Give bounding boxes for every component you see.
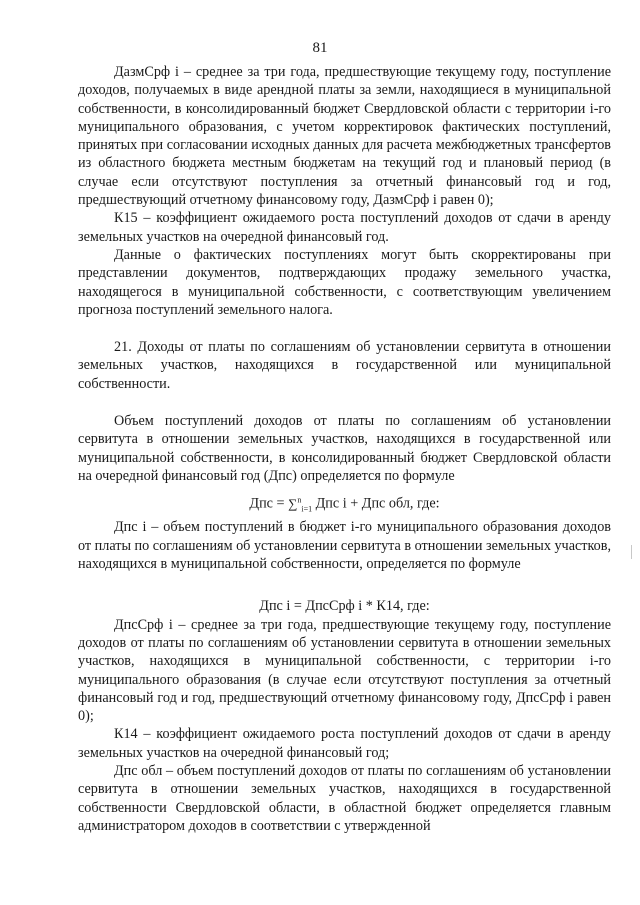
paragraph-dps-obl-definition: Дпс обл – объем поступлений доходов от платы по соглашениям об установлении сервитута в отношении земельных участков, находящихся в государственной собственности Свердловской области, в областной бюджет определяется главным администратором доходов в соответствии с утвержденной [78, 763, 611, 834]
sum-upper-limit: n [297, 495, 302, 505]
section-heading-21: 21. Доходы от платы по соглашениям об установлении сервитута в отношении земельных участков, находящихся в государственной или муниципальной собственности. [78, 339, 611, 392]
paragraph-actual-receipts-note: Данные о фактических поступлениях могут быть скорректированы при представлении документов, подтверждающих продажу земельного участка, находящегося в муниципальной собственности, с соответствующим увеличением прогноза поступлений земельного налога. [78, 246, 611, 318]
summation-symbol: ∑$^n_{i=1}$ [288, 495, 313, 514]
paragraph-k14-definition: К14 – коэффициент ожидаемого роста поступлений доходов от сдачи в аренду земельных участков на очередной финансовый год; [78, 726, 611, 761]
paragraph-dpssrf-definition: ДпсСрф i – среднее за три года, предшествующие текущему году, поступление доходов от платы по соглашениям об установлении сервитута в отношении земельных участков, находящихся в муниципальной собственности, с территории i-го муниципального образования (в случае если отсутствуют поступления за отчетный финансовый год и год, предшествующий отчетному финансовому году, ДпсСрф i равен 0); [78, 616, 611, 725]
paragraph-k15-definition: К15 – коэффициент ожидаемого роста поступлений доходов от сдачи в аренду земельных участков на очередной финансовый год. [78, 210, 611, 245]
spacer [78, 393, 611, 412]
paragraph-dps-i-definition: Дпс i – объем поступлений в бюджет i-го муниципального образования доходов от платы по соглашениям об установлении сервитута в отношении земельных участков, находящихся в муниципальной собственности, определяется по формуле [78, 519, 611, 573]
paragraph-dazm-definition: ДазмСрф i – среднее за три года, предшествующие текущему году, поступление доходов, получаемых в виде арендной платы за земли, находящиеся в муниципальной собственности, в консолидированный бюджет Свердловской области с территории i-го муниципального образования, с учетом корректировок фактических поступлений, принятых при согласовании исходных данных для расчета межбюджетных трансфертов из областного бюджета местным бюджетам на текущий год и плановый период (в случае если отсутствуют поступления за отчетный финансовый год и год, предшествующий отчетному финансовому году, ДазмСрф i равен 0); [78, 64, 611, 209]
margin-mark [631, 545, 632, 559]
formula-dps-i: Дпс i = ДпсСрф i * К14, где: [259, 598, 430, 615]
sum-lower-limit: i=1 [301, 504, 313, 514]
document-body [78, 63, 611, 835]
spacer [78, 573, 611, 597]
formula-dps-total [78, 491, 611, 518]
formula-right: Дпс i + Дпс обл, где: [312, 495, 440, 512]
page-number: 81 [312, 40, 328, 56]
formula-left: Дпс = [249, 495, 289, 512]
paragraph-dps-intro: Объем поступлений доходов от платы по соглашениям об установлении сервитута в отношении земельных участков, находящихся в государственной или муниципальной собственности, в консолидированный бюджет Свердловской области на очередной финансовый год (Дпс) определяется по формуле [78, 413, 611, 484]
spacer [78, 319, 611, 338]
